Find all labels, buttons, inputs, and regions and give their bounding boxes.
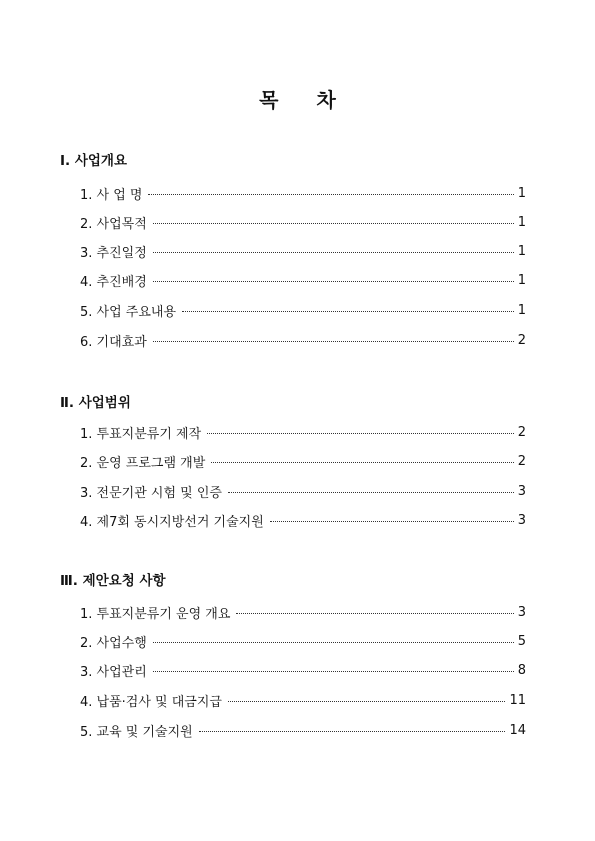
toc-section-1 xyxy=(60,150,530,172)
toc-entry-page: 14 xyxy=(509,722,526,738)
toc-section-3 xyxy=(60,570,530,592)
toc-entry-page: 3 xyxy=(517,483,526,499)
toc-entry[interactable] xyxy=(80,241,526,261)
dot-leader xyxy=(228,492,514,493)
toc-entry-label: 6. 기대효과 xyxy=(80,334,147,350)
section-heading: Ⅲ. 제안요청 사항 xyxy=(60,573,166,589)
toc-entry-label: 2. 사업목적 xyxy=(80,216,147,232)
toc-entry[interactable] xyxy=(80,270,526,290)
toc-entry-label: 2. 운영 프로그램 개발 xyxy=(80,455,206,471)
dot-leader xyxy=(270,521,514,522)
toc-entry-page: 2 xyxy=(517,424,526,440)
dot-leader xyxy=(153,671,514,672)
toc-entry-label: 2. 사업수행 xyxy=(80,635,147,651)
dot-leader xyxy=(236,613,513,614)
dot-leader xyxy=(211,462,513,463)
toc-entry-label: 3. 전문기관 시험 및 인증 xyxy=(80,485,222,501)
toc-entry[interactable] xyxy=(80,660,526,680)
dot-leader xyxy=(153,252,514,253)
toc-entry-page: 5 xyxy=(517,633,526,649)
toc-section-2 xyxy=(60,392,530,414)
toc-entry[interactable] xyxy=(80,212,526,232)
dot-leader xyxy=(153,281,514,282)
toc-entry-page: 1 xyxy=(517,214,526,230)
toc-entry-page: 1 xyxy=(517,243,526,259)
toc-entry-label: 1. 투표지분류기 운영 개요 xyxy=(80,606,231,622)
toc-entry-page: 1 xyxy=(517,302,526,318)
toc-entry-label: 4. 추진배경 xyxy=(80,274,147,290)
toc-entry[interactable] xyxy=(80,720,526,740)
toc-entry-label: 5. 교육 및 기술지원 xyxy=(80,724,193,740)
toc-entry-page: 3 xyxy=(517,604,526,620)
toc-entry-page: 1 xyxy=(517,185,526,201)
dot-leader xyxy=(153,223,514,224)
section-heading: Ⅰ. 사업개요 xyxy=(60,153,128,169)
page-title xyxy=(0,84,595,113)
toc-entry-page: 2 xyxy=(517,332,526,348)
dot-leader xyxy=(199,731,506,732)
toc-entry-page: 2 xyxy=(517,453,526,469)
toc-entry-label: 4. 제7회 동시지방선거 기술지원 xyxy=(80,514,264,530)
toc-entry-label: 1. 사 업 명 xyxy=(80,187,143,203)
toc-entry-label: 3. 사업관리 xyxy=(80,664,147,680)
toc-entry-label: 1. 투표지분류기 제작 xyxy=(80,426,202,442)
toc-entry-label: 5. 사업 주요내용 xyxy=(80,304,177,320)
toc-entry-page: 11 xyxy=(509,692,526,708)
toc-entry-label: 4. 납품·검사 및 대금지급 xyxy=(80,694,222,710)
toc-entry[interactable] xyxy=(80,602,526,622)
toc-entry[interactable] xyxy=(80,330,526,350)
toc-entry-page: 3 xyxy=(517,512,526,528)
dot-leader xyxy=(182,311,514,312)
toc-entry-page: 1 xyxy=(517,272,526,288)
toc-entry[interactable] xyxy=(80,510,526,530)
toc-entry[interactable] xyxy=(80,690,526,710)
dot-leader xyxy=(153,642,514,643)
toc-entry[interactable] xyxy=(80,451,526,471)
toc-entry[interactable] xyxy=(80,422,526,442)
title-char-1: 목 xyxy=(259,88,279,112)
toc-entry[interactable] xyxy=(80,631,526,651)
dot-leader xyxy=(207,433,514,434)
dot-leader xyxy=(148,194,513,195)
section-heading: Ⅱ. 사업범위 xyxy=(60,395,131,411)
title-char-2: 차 xyxy=(316,88,336,112)
dot-leader xyxy=(228,701,505,702)
toc-entry-page: 8 xyxy=(517,662,526,678)
toc-entry-label: 3. 추진일정 xyxy=(80,245,147,261)
toc-entry[interactable] xyxy=(80,183,526,203)
toc-entry[interactable] xyxy=(80,481,526,501)
toc-entry[interactable] xyxy=(80,300,526,320)
dot-leader xyxy=(153,341,514,342)
